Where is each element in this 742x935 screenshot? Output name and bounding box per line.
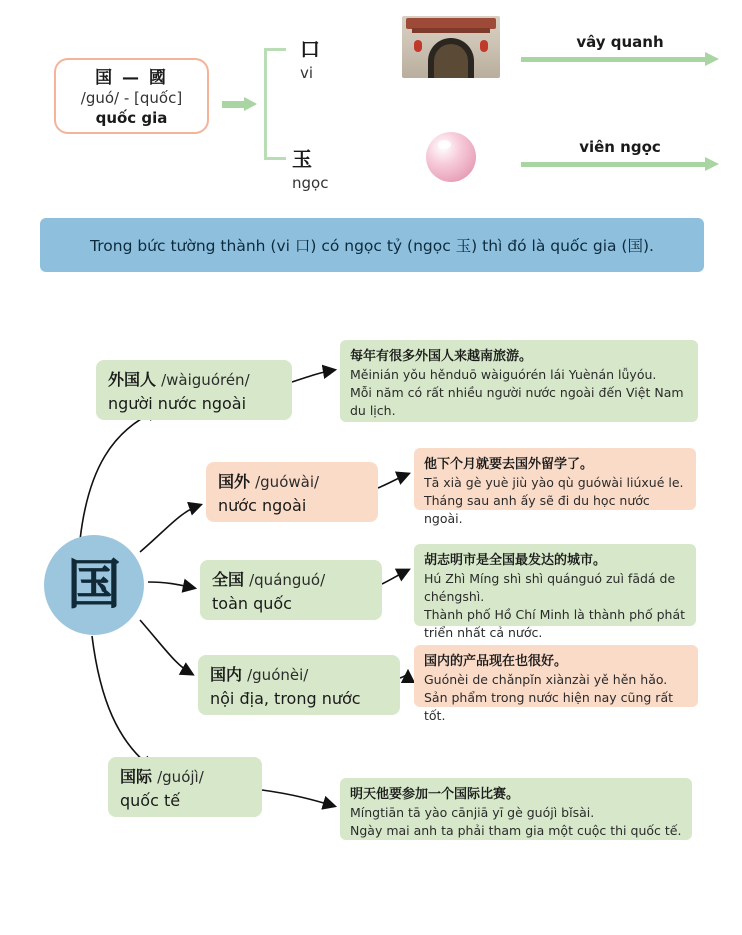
word-box bbox=[200, 560, 382, 620]
example-box bbox=[414, 544, 696, 640]
word-hanzi: 外国人 bbox=[108, 370, 157, 389]
meaning-label: viên ngọc bbox=[579, 138, 661, 156]
character-card-hanzi: 国 — 國 bbox=[95, 68, 168, 88]
character-card-pinyin: /guó/ - [quốc] bbox=[80, 89, 183, 107]
example-pinyin: Tā xià gè yuè jiù yào qù guówài liúxué le. bbox=[424, 475, 684, 490]
pearl-photo bbox=[410, 126, 492, 188]
example-chinese: 明天他要参加一个国际比赛。 bbox=[350, 787, 520, 802]
word-box bbox=[198, 655, 400, 715]
green-arrow-icon bbox=[222, 98, 256, 110]
example-pinyin: Guónèi de chǎnpǐn xiànzài yě hěn hǎo. bbox=[424, 672, 668, 687]
word-vietnamese: toàn quốc bbox=[212, 594, 292, 613]
word-pinyin: /guójì/ bbox=[157, 768, 204, 786]
word-pinyin: /guónèi/ bbox=[247, 666, 309, 684]
word-box bbox=[206, 462, 378, 522]
example-vietnamese: Tháng sau anh ấy sẽ đi du học nước ngoài. bbox=[424, 493, 650, 526]
fork-bracket bbox=[264, 48, 286, 160]
word-hanzi: 国内 bbox=[210, 665, 243, 684]
example-pinyin: Hú Zhì Míng shì shì quánguó zuì fādá de chéngshì. bbox=[424, 571, 676, 604]
radical-hanzi: 口 bbox=[300, 37, 320, 61]
character-card-vietnamese: quốc gia bbox=[95, 109, 168, 127]
center-node bbox=[44, 535, 144, 635]
example-pinyin: Měinián yǒu hěnduō wàiguórén lái Yuènán lǚyóu. bbox=[350, 367, 657, 382]
example-pinyin: Míngtiān tā yào cānjiā yī gè guójì bǐsài. bbox=[350, 805, 595, 820]
word-hanzi: 国外 bbox=[218, 472, 251, 491]
example-vietnamese: Thành phố Hồ Chí Minh là thành phố phát triển nhất cả nước. bbox=[424, 607, 686, 640]
word-box bbox=[108, 757, 262, 817]
gate-photo bbox=[402, 16, 500, 78]
radical-vietnamese: ngọc bbox=[292, 174, 329, 192]
example-chinese: 胡志明市是全国最发达的城市。 bbox=[424, 553, 607, 568]
example-chinese: 他下个月就要去国外留学了。 bbox=[424, 457, 594, 472]
word-vietnamese: quốc tế bbox=[120, 791, 181, 810]
summary-banner bbox=[40, 218, 704, 272]
radical-vietnamese: vi bbox=[300, 64, 314, 82]
arrow-shaft-icon bbox=[521, 162, 707, 167]
summary-banner-text: Trong bức tường thành (vi 口) có ngọc tỷ (ngọc 玉) thì đó là quốc gia (国). bbox=[90, 237, 654, 255]
character-card bbox=[54, 58, 209, 134]
center-node-hanzi: 国 bbox=[67, 553, 121, 616]
arrow-head-icon bbox=[705, 52, 719, 66]
word-hanzi: 国际 bbox=[120, 767, 153, 786]
arrow-head-icon bbox=[705, 157, 719, 171]
example-box bbox=[340, 778, 692, 840]
example-chinese: 每年有很多外国人来越南旅游。 bbox=[350, 349, 533, 364]
example-vietnamese: Ngày mai anh ta phải tham gia một cuộc thi quốc tế. bbox=[350, 823, 682, 838]
radical-item bbox=[292, 146, 328, 194]
radical-hanzi: 玉 bbox=[292, 147, 312, 171]
radical-item bbox=[300, 36, 320, 84]
word-vietnamese: nội địa, trong nước bbox=[210, 689, 361, 708]
word-box bbox=[96, 360, 292, 420]
example-vietnamese: Mỗi năm có rất nhiều người nước ngoài đến Việt Nam du lịch. bbox=[350, 385, 684, 418]
word-pinyin: /wàiguórén/ bbox=[161, 371, 250, 389]
example-box bbox=[414, 448, 696, 526]
arrow-shaft-icon bbox=[521, 57, 707, 62]
example-box bbox=[340, 340, 698, 422]
example-box bbox=[414, 645, 698, 723]
word-hanzi: 全国 bbox=[212, 570, 245, 589]
word-pinyin: /guówài/ bbox=[255, 473, 320, 491]
example-chinese: 国内的产品现在也很好。 bbox=[424, 654, 568, 669]
word-vietnamese: người nước ngoài bbox=[108, 394, 247, 413]
example-vietnamese: Sản phẩm trong nước hiện nay cũng rất tốt. bbox=[424, 690, 673, 723]
meaning-label: vây quanh bbox=[576, 33, 664, 51]
word-vietnamese: nước ngoài bbox=[218, 496, 307, 515]
word-pinyin: /quánguó/ bbox=[249, 571, 326, 589]
